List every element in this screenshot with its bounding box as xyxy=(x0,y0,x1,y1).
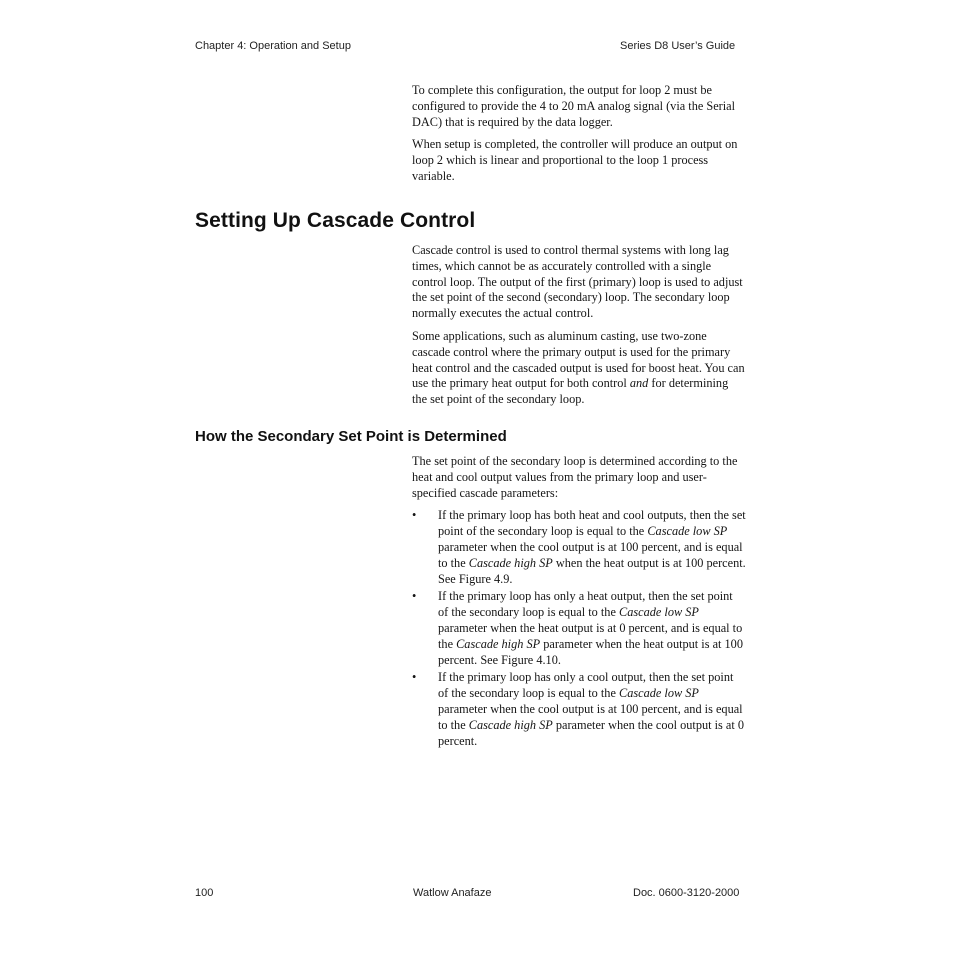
footer-company: Watlow Anafaze xyxy=(413,887,492,899)
intro-text-block xyxy=(412,83,746,192)
cascade-paragraph-2-part-a: Some applications, such as aluminum casting, use two-zone cascade control where the primary output is used for the primary heat control and the cascaded output is used for boost heat. You can use the primary heat output for both control xyxy=(412,328,745,391)
intro-paragraph-2: When setup is completed, the controller will produce an output on loop 2 which is linear and proportional to the loop 1 process variable. xyxy=(412,137,738,183)
running-header-guide-title: Series D8 User’s Guide xyxy=(620,40,736,52)
list-item xyxy=(412,508,746,587)
list-item-param-high: Cascade high SP xyxy=(456,636,541,651)
cascade-text-block xyxy=(412,243,746,415)
list-item xyxy=(412,589,746,668)
cascade-paragraph-2-part-b: for determining the set point of the secondary loop. xyxy=(412,376,729,407)
list-item-text: parameter when the heat output is at 0 percent, and is equal to the xyxy=(438,620,743,651)
list-item-text: parameter when the heat output is at 100 percent. See Figure 4.10. xyxy=(438,636,743,667)
list-item-param-low: Cascade low SP xyxy=(619,605,699,620)
intro-paragraph-1: To complete this configuration, the output for loop 2 must be configured to provide the 4 to 20 mA analog signal (via the Serial DAC) that is required by the data logger. xyxy=(412,83,736,129)
section-heading: Setting Up Cascade Control xyxy=(195,209,476,232)
list-item-param-high: Cascade high SP xyxy=(468,555,553,570)
list-item-text: when the heat output is at 100 percent. See Figure 4.9. xyxy=(438,555,746,586)
bullet-mark: • xyxy=(412,670,417,685)
subsection-heading: How the Secondary Set Point is Determined xyxy=(195,428,507,445)
list-item-text: parameter when the cool output is at 100 percent, and is equal to the xyxy=(438,701,743,732)
cascade-paragraph-1: Cascade control is used to control thermal systems with long lag times, which cannot be as accurately controlled with a single control loop. The output of the first (primary) loop is used to adjust the set point of the second (secondary) loop. The secondary loop normally executes the actual control. xyxy=(412,243,743,321)
page-number: 100 xyxy=(195,887,214,899)
bullet-mark: • xyxy=(412,589,417,604)
running-header-chapter: Chapter 4: Operation and Setup xyxy=(195,40,351,52)
list-item-text: parameter when the cool output is at 100 percent, and is equal to the xyxy=(438,539,743,570)
list-item-text: If the primary loop has only a cool output, then the set point of the secondary loop is equal to the xyxy=(438,670,734,701)
setpoint-rules-list xyxy=(412,508,746,749)
list-item-text: If the primary loop has both heat and cool outputs, then the set point of the secondary loop is equal to the xyxy=(438,508,746,539)
cascade-paragraph-2-emphasis: and xyxy=(629,376,649,391)
cascade-paragraph-2 xyxy=(412,329,746,408)
bullet-mark: • xyxy=(412,508,417,523)
list-item-text: If the primary loop has only a heat output, then the set point of the secondary loop is equal to the xyxy=(438,589,733,620)
list-item xyxy=(412,670,746,749)
list-item-param-high: Cascade high SP xyxy=(468,717,553,732)
footer-doc-number: Doc. 0600-3120-2000 xyxy=(633,887,740,899)
secondary-intro-paragraph: The set point of the secondary loop is determined according to the heat and cool output values from the primary loop and user-specified cascade parameters: xyxy=(412,454,738,500)
secondary-setpoint-text-block xyxy=(412,454,746,751)
list-item-param-low: Cascade low SP xyxy=(647,524,728,539)
list-item-text: parameter when the cool output is at 0 percent. xyxy=(438,717,745,748)
list-item-param-low: Cascade low SP xyxy=(619,686,699,701)
